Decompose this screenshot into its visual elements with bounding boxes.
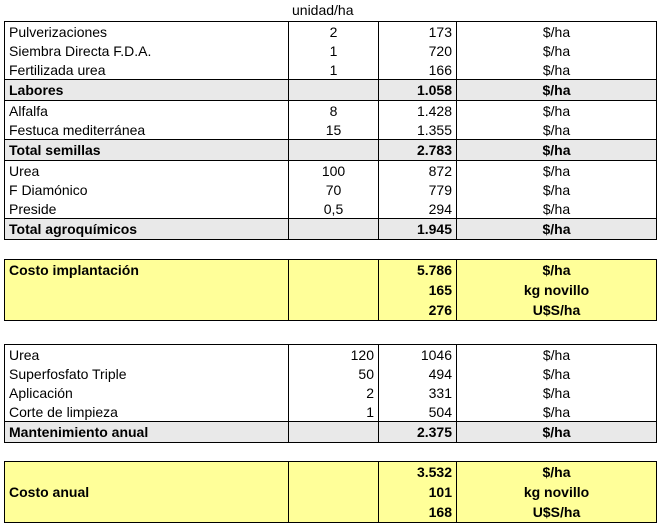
- total-name: Total semillas: [5, 140, 289, 161]
- total-unit: $/ha: [457, 422, 657, 443]
- total-unit: $/ha: [457, 140, 657, 161]
- table-row: [5, 22, 657, 42]
- summary-value: 276: [379, 300, 457, 321]
- item-name: Urea: [9, 162, 40, 179]
- item-qty: 1: [289, 402, 379, 422]
- item-value: 1.355: [379, 120, 457, 140]
- item-value: 779: [379, 180, 457, 199]
- item-name: Urea: [9, 346, 40, 363]
- item-unit: $/ha: [457, 60, 657, 80]
- summary-row: [5, 462, 657, 483]
- item-value: 720: [379, 41, 457, 60]
- table-row: [5, 101, 657, 121]
- item-qty: 120: [289, 345, 379, 365]
- item-unit: $/ha: [457, 41, 657, 60]
- item-unit: $/ha: [457, 364, 657, 383]
- summary-value: 5.786: [379, 260, 457, 281]
- item-qty: 100: [289, 161, 379, 181]
- item-name: Pulverizaciones: [9, 23, 108, 40]
- item-value: 331: [379, 383, 457, 402]
- summary-row: [5, 300, 657, 321]
- table-row: [5, 199, 657, 219]
- implantation-cost-summary: [4, 259, 657, 321]
- item-qty: 1: [289, 60, 379, 80]
- total-row-agroquimicos: [5, 219, 657, 240]
- table-row: [5, 161, 657, 181]
- total-name: Labores: [5, 80, 289, 101]
- item-qty: 2: [289, 22, 379, 42]
- item-name: F Diamónico: [9, 181, 88, 198]
- item-unit: $/ha: [457, 120, 657, 140]
- table-row: [5, 364, 657, 383]
- summary-blank: [289, 260, 379, 281]
- item-unit: $/ha: [457, 402, 657, 422]
- item-name: Alfalfa: [9, 102, 48, 119]
- total-unit: $/ha: [457, 219, 657, 240]
- item-value: 294: [379, 199, 457, 219]
- table-row: [5, 60, 657, 80]
- item-unit: $/ha: [457, 161, 657, 181]
- item-qty: 15: [289, 120, 379, 140]
- item-name: Superfosfato Triple: [9, 365, 127, 382]
- item-unit: $/ha: [457, 383, 657, 402]
- item-value: 1.428: [379, 101, 457, 121]
- summary-value: 168: [379, 502, 457, 523]
- annual-cost-summary: [4, 461, 657, 523]
- table-row: [5, 383, 657, 402]
- item-qty: 8: [289, 101, 379, 121]
- total-qty: [289, 80, 379, 101]
- item-name: Aplicación: [9, 384, 73, 401]
- summary-blank: [5, 502, 289, 523]
- summary-label: Costo implantación: [5, 260, 289, 281]
- summary-value: 3.532: [379, 462, 457, 483]
- table-row: [5, 345, 657, 365]
- table-row: [5, 120, 657, 140]
- summary-row: [5, 482, 657, 502]
- item-value: 504: [379, 402, 457, 422]
- item-name: Festuca mediterránea: [9, 121, 146, 138]
- summary-row: [5, 260, 657, 281]
- item-qty: 50: [289, 364, 379, 383]
- item-name: Corte de limpieza: [9, 403, 118, 420]
- total-qty: [289, 140, 379, 161]
- item-value: 872: [379, 161, 457, 181]
- total-name: Total agroquímicos: [5, 219, 289, 240]
- item-qty: 1: [289, 41, 379, 60]
- summary-unit: $/ha: [457, 462, 657, 483]
- summary-blank: [289, 502, 379, 523]
- item-name: Preside: [9, 200, 57, 217]
- total-row-semillas: [5, 140, 657, 161]
- item-value: 494: [379, 364, 457, 383]
- summary-blank: [5, 280, 289, 300]
- total-value: 1.058: [379, 80, 457, 101]
- summary-unit: kg novillo: [457, 280, 657, 300]
- item-unit: $/ha: [457, 180, 657, 199]
- item-name: Siembra Directa F.D.A.: [9, 42, 152, 59]
- summary-value: 165: [379, 280, 457, 300]
- total-qty: [289, 422, 379, 443]
- item-unit: $/ha: [457, 345, 657, 365]
- summary-unit: kg novillo: [457, 482, 657, 502]
- implantation-detail-table: [4, 21, 657, 240]
- total-value: 1.945: [379, 219, 457, 240]
- item-value: 166: [379, 60, 457, 80]
- summary-label: Costo anual: [5, 482, 289, 502]
- total-value: 2.783: [379, 140, 457, 161]
- item-qty: 2: [289, 383, 379, 402]
- total-row-labores: [5, 80, 657, 101]
- table-row: [5, 402, 657, 422]
- summary-unit: U$S/ha: [457, 502, 657, 523]
- item-unit: $/ha: [457, 199, 657, 219]
- summary-blank: [5, 462, 289, 483]
- summary-blank: [289, 462, 379, 483]
- item-unit: $/ha: [457, 101, 657, 121]
- item-value: 1046: [379, 345, 457, 365]
- item-qty: 70: [289, 180, 379, 199]
- summary-unit: $/ha: [457, 260, 657, 281]
- total-name: Mantenimiento anual: [5, 422, 289, 443]
- item-name: Fertilizada urea: [9, 61, 106, 78]
- maintenance-detail-table: [4, 344, 657, 443]
- summary-blank: [5, 300, 289, 321]
- summary-unit: U$S/ha: [457, 300, 657, 321]
- table-row: [5, 180, 657, 199]
- item-unit: $/ha: [457, 22, 657, 42]
- column-header: [0, 2, 658, 20]
- unit-column-label: unidad/ha: [292, 2, 354, 18]
- total-qty: [289, 219, 379, 240]
- table-row: [5, 41, 657, 60]
- summary-row: [5, 502, 657, 523]
- item-qty: 0,5: [289, 199, 379, 219]
- item-value: 173: [379, 22, 457, 42]
- total-value: 2.375: [379, 422, 457, 443]
- summary-row: [5, 280, 657, 300]
- summary-blank: [289, 280, 379, 300]
- summary-blank: [289, 482, 379, 502]
- total-unit: $/ha: [457, 80, 657, 101]
- summary-blank: [289, 300, 379, 321]
- summary-value: 101: [379, 482, 457, 502]
- total-row-mantenimiento: [5, 422, 657, 443]
